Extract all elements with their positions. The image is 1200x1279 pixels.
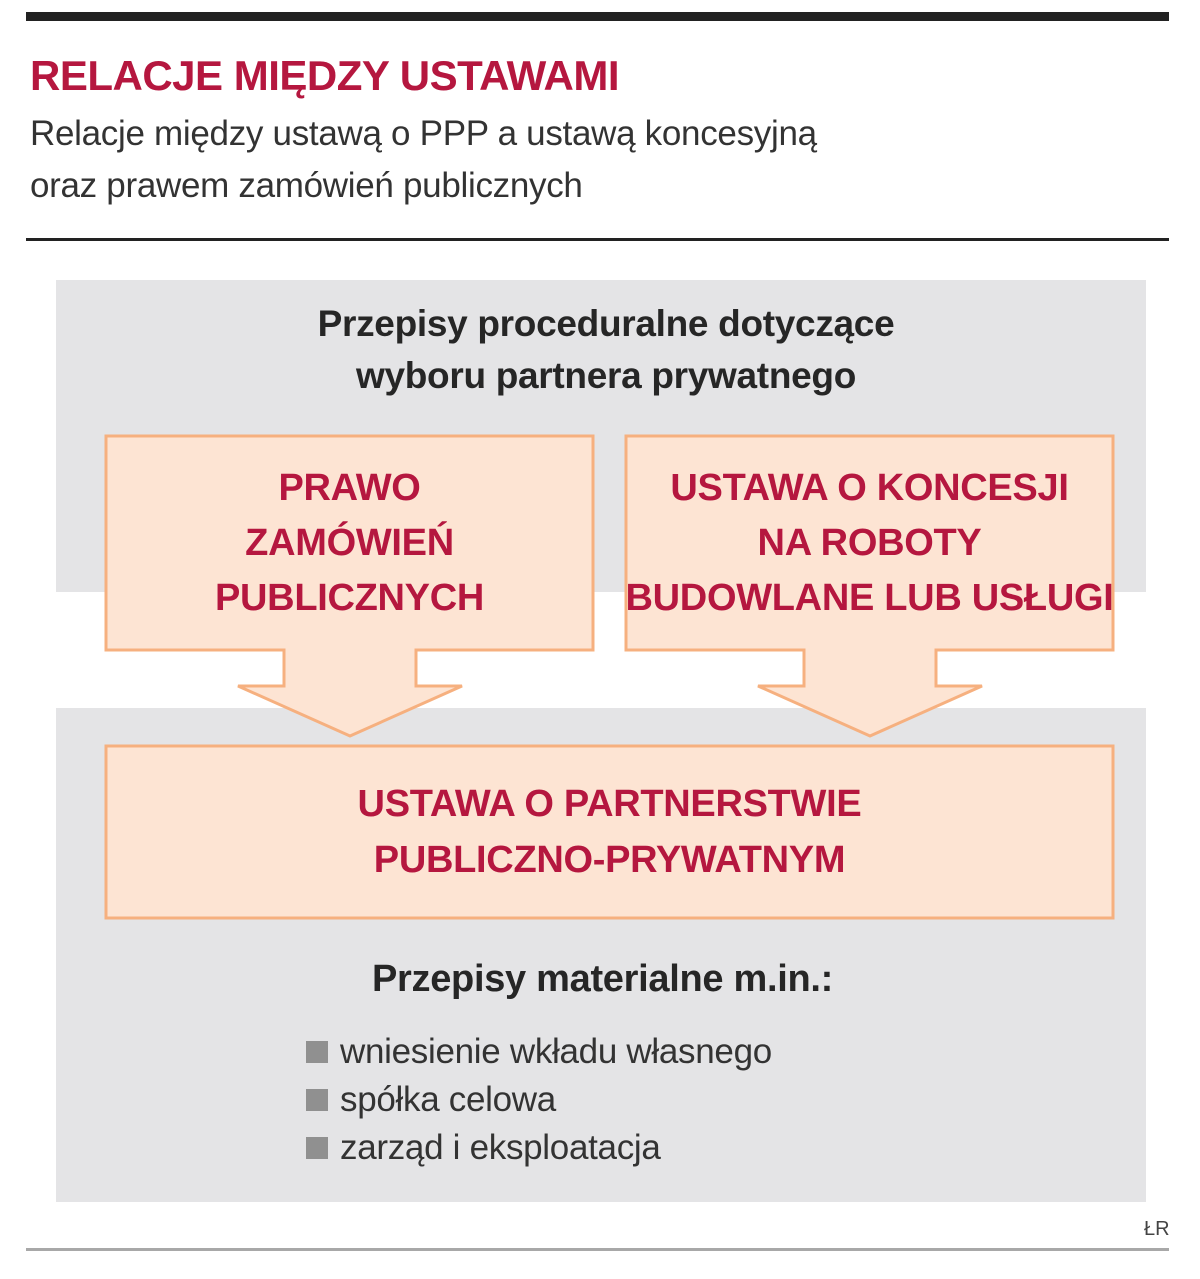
material-list — [306, 1028, 772, 1172]
box-line: USTAWA O PARTNERSTWIE — [357, 783, 862, 825]
list-item — [306, 1028, 772, 1076]
procedural-caption-line: Przepisy proceduralne dotyczące — [317, 303, 895, 344]
box-line: USTAWA O KONCESJI — [670, 466, 1069, 509]
public-procurement-law-label — [106, 436, 593, 650]
box-line: PUBLICZNO-PRYWATNYM — [373, 839, 846, 881]
concession-law-label — [626, 436, 1113, 650]
list-item — [306, 1076, 772, 1124]
box-line: PRAWO — [278, 466, 421, 509]
subtitle-line: oraz prawem zamówień publicznych — [30, 166, 583, 205]
box-line: BUDOWLANE LUB USŁUGI — [625, 576, 1114, 619]
list-item — [306, 1124, 772, 1172]
box-line: PUBLICZNYCH — [214, 576, 485, 619]
bottom-rule — [26, 1248, 1169, 1251]
list-item-text: spółka celowa — [340, 1080, 556, 1119]
material-heading: Przepisy materialne m.in.: — [371, 958, 834, 1000]
square-bullet-icon — [306, 1041, 328, 1063]
ppp-law-label — [106, 746, 1113, 918]
list-item-text: zarząd i eksploatacja — [340, 1128, 661, 1167]
square-bullet-icon — [306, 1089, 328, 1111]
subtitle-line: Relacje między ustawą o PPP a ustawą koncesyjną — [30, 114, 817, 153]
source-credit: ŁR — [1144, 1218, 1170, 1240]
box-line: ZAMÓWIEŃ — [245, 521, 454, 564]
list-item-text: wniesienie wkładu własnego — [340, 1032, 772, 1071]
procedural-caption-line: wyboru partnera prywatnego — [355, 355, 856, 396]
box-line: NA ROBOTY — [757, 521, 982, 564]
page-title: RELACJE MIĘDZY USTAWAMI — [30, 52, 619, 99]
square-bullet-icon — [306, 1137, 328, 1159]
